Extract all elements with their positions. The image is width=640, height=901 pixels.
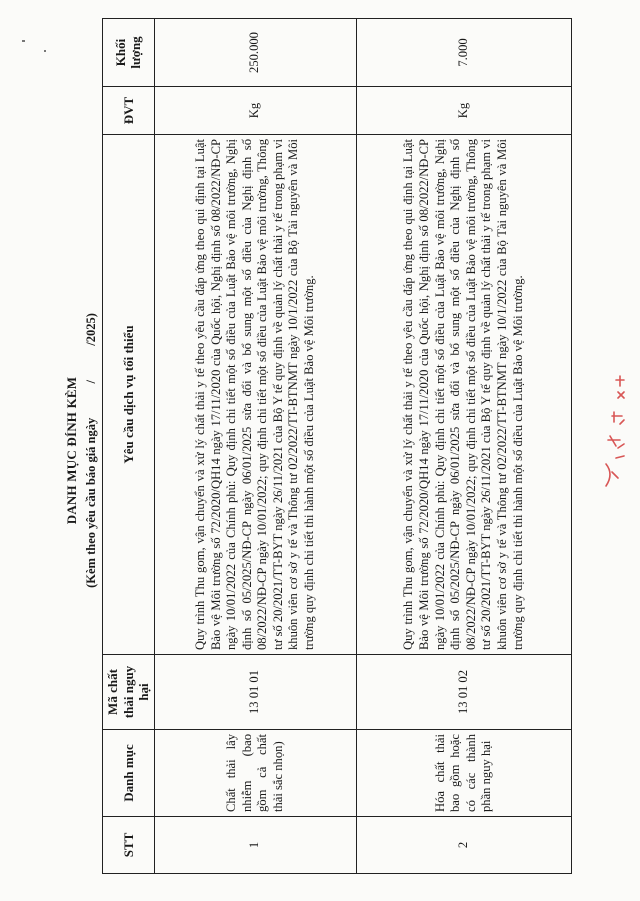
row-stt: 2	[356, 817, 571, 874]
service-table	[102, 18, 572, 874]
row-category: Chất thải lây nhiễm (bao gồm cả chất thải sắc nhọn)	[154, 730, 356, 817]
header-requirement: Yêu cầu dịch vụ tối thiểu	[103, 135, 155, 655]
scan-speck	[44, 50, 46, 52]
header-quantity: Khối lượng	[103, 19, 155, 87]
red-stamp-mark	[594, 340, 634, 540]
subtitle-suffix: /2025)	[84, 313, 98, 346]
row-requirement: Quy trình Thu gom, vận chuyển và xử lý chất thải y tế theo yêu cầu đáp ứng theo qui định tại Luật Bảo vệ Môi trường số 72/2020/QH14 ngày 17/11/2020 của Quốc hội, Nghị định số 08/2022/NĐ-CP ngày 10/01/2022 của Chính phủ: Quy định chi tiết một số điều của Luật Bảo vệ môi trường, Nghị định số 05/2025/NĐ-CP ngày 06/01/2025 sửa đổi và bổ sung một số điều của Nghị định số 08/2022/NĐ-CP ngày 10/01/2022; quy định chi tiết một số điều của Luật Bảo vệ môi trường, Thông tư số 20/2021/TT-BYT ngày 26/11/2021 của Bộ Y tế quy định về quản lý chất thải y tế trong phạm vi khuôn viên cơ sở y tế và Thông tư 02/2022/TT-BTNMT ngày 10/1/2022 của Bộ Tài nguyên và Môi trường quy định chi tiết thi hành một số điều của Luật Bảo vệ Môi trường.	[154, 135, 356, 655]
row-requirement: Quy trình Thu gom, vận chuyển và xử lý chất thải y tế theo yêu cầu đáp ứng theo qui định tại Luật Bảo vệ Môi trường số 72/2020/QH14 ngày 17/11/2020 của Quốc hội, Nghị định số 08/2022/NĐ-CP ngày 10/01/2022 của Chính phủ: Quy định chi tiết một số điều của Luật Bảo vệ môi trường, Nghị định số 05/2025/NĐ-CP ngày 06/01/2025 sửa đổi và bổ sung một số điều của Nghị định số 08/2022/NĐ-CP ngày 10/01/2022; quy định chi tiết một số điều của Luật Bảo vệ môi trường, Thông tư số 20/2021/TT-BYT ngày 26/11/2021 của Bộ Y tế quy định về quản lý chất thải y tế trong phạm vi khuôn viên cơ sở y tế và Thông tư 02/2022/TT-BTNMT ngày 10/1/2022 của Bộ Tài nguyên và Môi trường quy định chi tiết thi hành một số điều của Luật Bảo vệ Môi trường.	[356, 135, 571, 655]
document-subtitle	[84, 0, 99, 901]
header-stt: STT	[103, 817, 155, 874]
table-row	[356, 19, 571, 874]
header-unit: ĐVT	[103, 87, 155, 135]
scan-speck	[22, 40, 25, 42]
table-header-row	[103, 19, 155, 874]
subtitle-separator: /	[84, 380, 98, 384]
row-category: Hóa chất thải bao gồm hoặc có các thành phần nguy hại	[356, 730, 571, 817]
row-waste-code: 13 01 02	[356, 655, 571, 730]
table-row	[154, 19, 356, 874]
subtitle-prefix: (Kèm theo yêu cầu báo giá ngày	[84, 417, 98, 588]
row-unit: Kg	[356, 87, 571, 135]
header-waste-code: Mã chất thải nguy hại	[103, 655, 155, 730]
row-stt: 1	[154, 817, 356, 874]
document-title: DANH MỤC ĐÍNH KÈM	[64, 376, 79, 525]
header-category: Danh mục	[103, 730, 155, 817]
row-waste-code: 13 01 01	[154, 655, 356, 730]
row-quantity: 7.000	[356, 19, 571, 87]
row-unit: Kg	[154, 87, 356, 135]
row-quantity: 250.000	[154, 19, 356, 87]
